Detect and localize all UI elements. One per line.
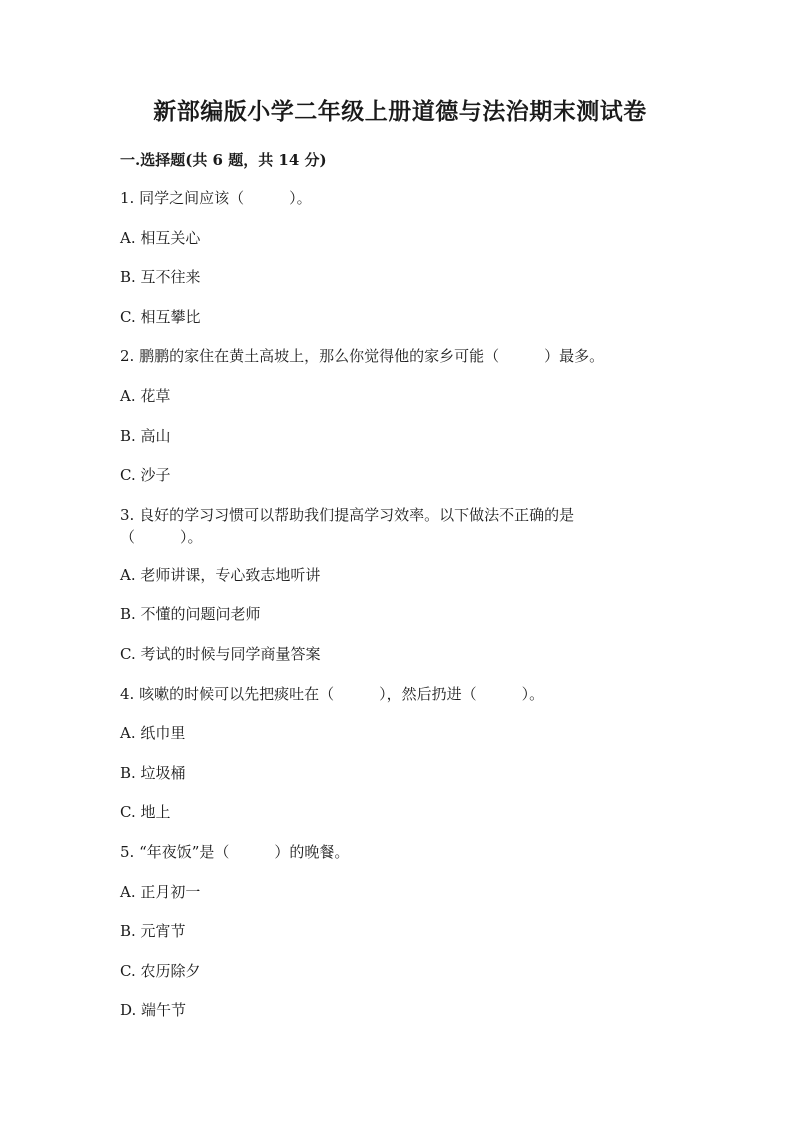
question-1-option-b: B. 互不往来 bbox=[120, 268, 201, 286]
question-2-option-c: C. 沙子 bbox=[120, 466, 171, 484]
question-3-stem: 3. 良好的学习习惯可以帮助我们提高学习效率。以下做法不正确的是（ ）。 bbox=[120, 506, 575, 546]
question-3-option-c: C. 考试的时候与同学商量答案 bbox=[120, 645, 321, 663]
question-5-option-a: A. 正月初一 bbox=[120, 883, 201, 901]
question-5-option-b: B. 元宵节 bbox=[120, 922, 186, 940]
question-4-option-b: B. 垃圾桶 bbox=[120, 764, 186, 782]
question-5-option-c: C. 农历除夕 bbox=[120, 962, 201, 980]
question-4-stem: 4. 咳嗽的时候可以先把痰吐在（ ），然后扔进（ ）。 bbox=[120, 685, 545, 703]
question-2-option-b: B. 高山 bbox=[120, 427, 171, 445]
question-3-option-a: A. 老师讲课，专心致志地听讲 bbox=[120, 566, 321, 584]
question-5-stem: 5. “年夜饭”是（ ）的晚餐。 bbox=[120, 843, 350, 861]
question-2-stem: 2. 鹏鹏的家住在黄土高坡上，那么你觉得他的家乡可能（ ）最多。 bbox=[120, 347, 605, 365]
question-4-option-c: C. 地上 bbox=[120, 803, 171, 821]
question-5-option-d: D. 端午节 bbox=[120, 1001, 187, 1019]
question-1-option-c: C. 相互攀比 bbox=[120, 308, 201, 326]
question-3-option-b: B. 不懂的问题问老师 bbox=[120, 605, 261, 623]
question-4-option-a: A. 纸巾里 bbox=[120, 724, 186, 742]
question-1-stem: 1. 同学之间应该（ ）。 bbox=[120, 189, 312, 207]
exam-title: 新部编版小学二年级上册道德与法治期末测试卷 bbox=[153, 98, 647, 125]
question-2-option-a: A. 花草 bbox=[120, 387, 171, 405]
section-heading: 一.选择题(共 6 题，共 14 分) bbox=[120, 151, 327, 169]
question-1-option-a: A. 相互关心 bbox=[120, 229, 201, 247]
